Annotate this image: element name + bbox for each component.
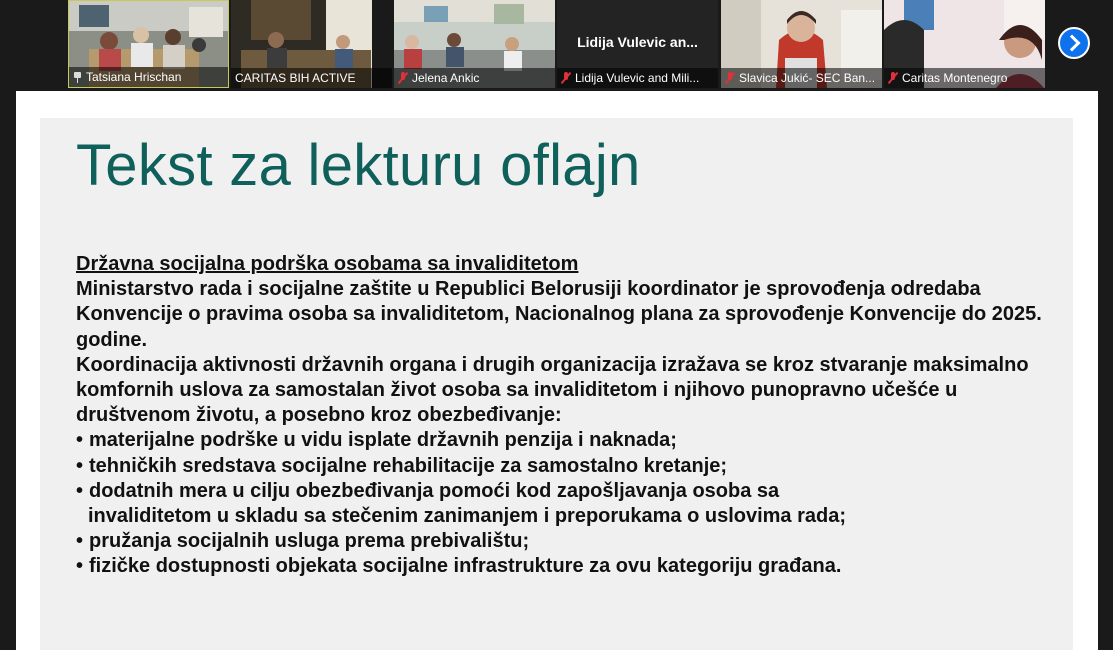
bullet: • bbox=[76, 429, 84, 452]
participant-display-name: Lidija Vulevic an... bbox=[577, 34, 698, 50]
participant-name-bar bbox=[231, 68, 392, 88]
participant-name-bar bbox=[394, 68, 555, 88]
slide-paragraph-2: Koordinacija aktivnosti državnih organa i drugih organizacija izražava se kroz stvaranje maksimalno komfornih uslova za samostalan život osoba sa invaliditetom i njihovo punopravno učešće u društvenom životu, a posebno kroz obezbeđivanje: bbox=[76, 353, 1029, 427]
list-item bbox=[76, 428, 1056, 453]
list-item bbox=[76, 479, 1056, 529]
presentation-slide bbox=[40, 118, 1073, 650]
list-item bbox=[76, 529, 1056, 554]
slide-bullet-list bbox=[76, 428, 1056, 579]
slide-body bbox=[76, 252, 1056, 580]
list-item-text: pružanja socijalnih usluga prema prebivalištu; bbox=[89, 530, 530, 553]
list-item-text: tehničkih sredstava socijalne rehabilitacije za samostalno kretanje; bbox=[89, 454, 728, 477]
mic-muted-icon bbox=[398, 72, 408, 84]
list-item bbox=[76, 454, 1056, 479]
list-item-continuation: invaliditetom u skladu sa stečenim zanimanjem i preporukama o uslovima rada; bbox=[88, 505, 847, 528]
participant-tile-5[interactable] bbox=[721, 0, 882, 88]
participant-tile-4[interactable] bbox=[557, 0, 718, 88]
list-item bbox=[76, 554, 1056, 579]
next-participants-button[interactable] bbox=[1058, 27, 1090, 59]
participant-tile-1[interactable] bbox=[68, 0, 229, 88]
participant-name: Tatsiana Hrischan bbox=[86, 70, 182, 84]
bullet: • bbox=[76, 454, 84, 477]
participant-name-bar bbox=[884, 68, 1045, 88]
mic-muted-icon bbox=[725, 72, 735, 84]
participant-name-bar bbox=[69, 67, 228, 87]
participant-name: Slavica Jukić- SEC Ban... bbox=[739, 71, 876, 85]
participant-name-bar bbox=[721, 68, 882, 88]
participant-name: Caritas Montenegro bbox=[902, 71, 1008, 85]
participant-name: CARITAS BIH ACTIVE bbox=[235, 71, 356, 85]
list-item-text: dodatnih mera u cilju obezbeđivanja pomoći kod zapošljavanja osoba sa bbox=[89, 479, 780, 502]
participant-tile-2[interactable] bbox=[231, 0, 392, 88]
bullet: • bbox=[76, 530, 84, 553]
slide-title: Tekst za lekturu oflajn bbox=[76, 133, 641, 198]
shared-screen bbox=[16, 91, 1098, 650]
bullet: • bbox=[76, 555, 84, 578]
slide-heading: Državna socijalna podrška osobama sa invaliditetom bbox=[76, 253, 579, 275]
list-item-text: fizičke dostupnosti objekata socijalne infrastrukture za ovu kategoriju građana. bbox=[89, 555, 842, 578]
mic-muted-icon bbox=[561, 72, 571, 84]
bullet: • bbox=[76, 479, 84, 502]
participant-tile-3[interactable] bbox=[394, 0, 555, 88]
participant-name: Jelena Ankic bbox=[412, 71, 480, 85]
list-item-text: materijalne podrške u vidu isplate državnih penzija i naknada; bbox=[89, 429, 677, 452]
pin-icon bbox=[73, 72, 82, 83]
participant-strip bbox=[0, 0, 1113, 90]
slide-paragraph-1: Ministarstvo rada i socijalne zaštite u Republici Belorusiji koordinator je sprovođenja odredaba Konvencije o pravima osoba sa invaliditetom, Nacionalnog plana za sprovođenje Konvencije do 2025. godine. bbox=[76, 278, 1042, 351]
mic-muted-icon bbox=[888, 72, 898, 84]
participant-tile-6[interactable] bbox=[884, 0, 1045, 88]
participant-name-bar bbox=[557, 68, 718, 88]
chevron-right-icon bbox=[1064, 35, 1081, 52]
participant-name: Lidija Vulevic and Mili... bbox=[575, 71, 700, 85]
